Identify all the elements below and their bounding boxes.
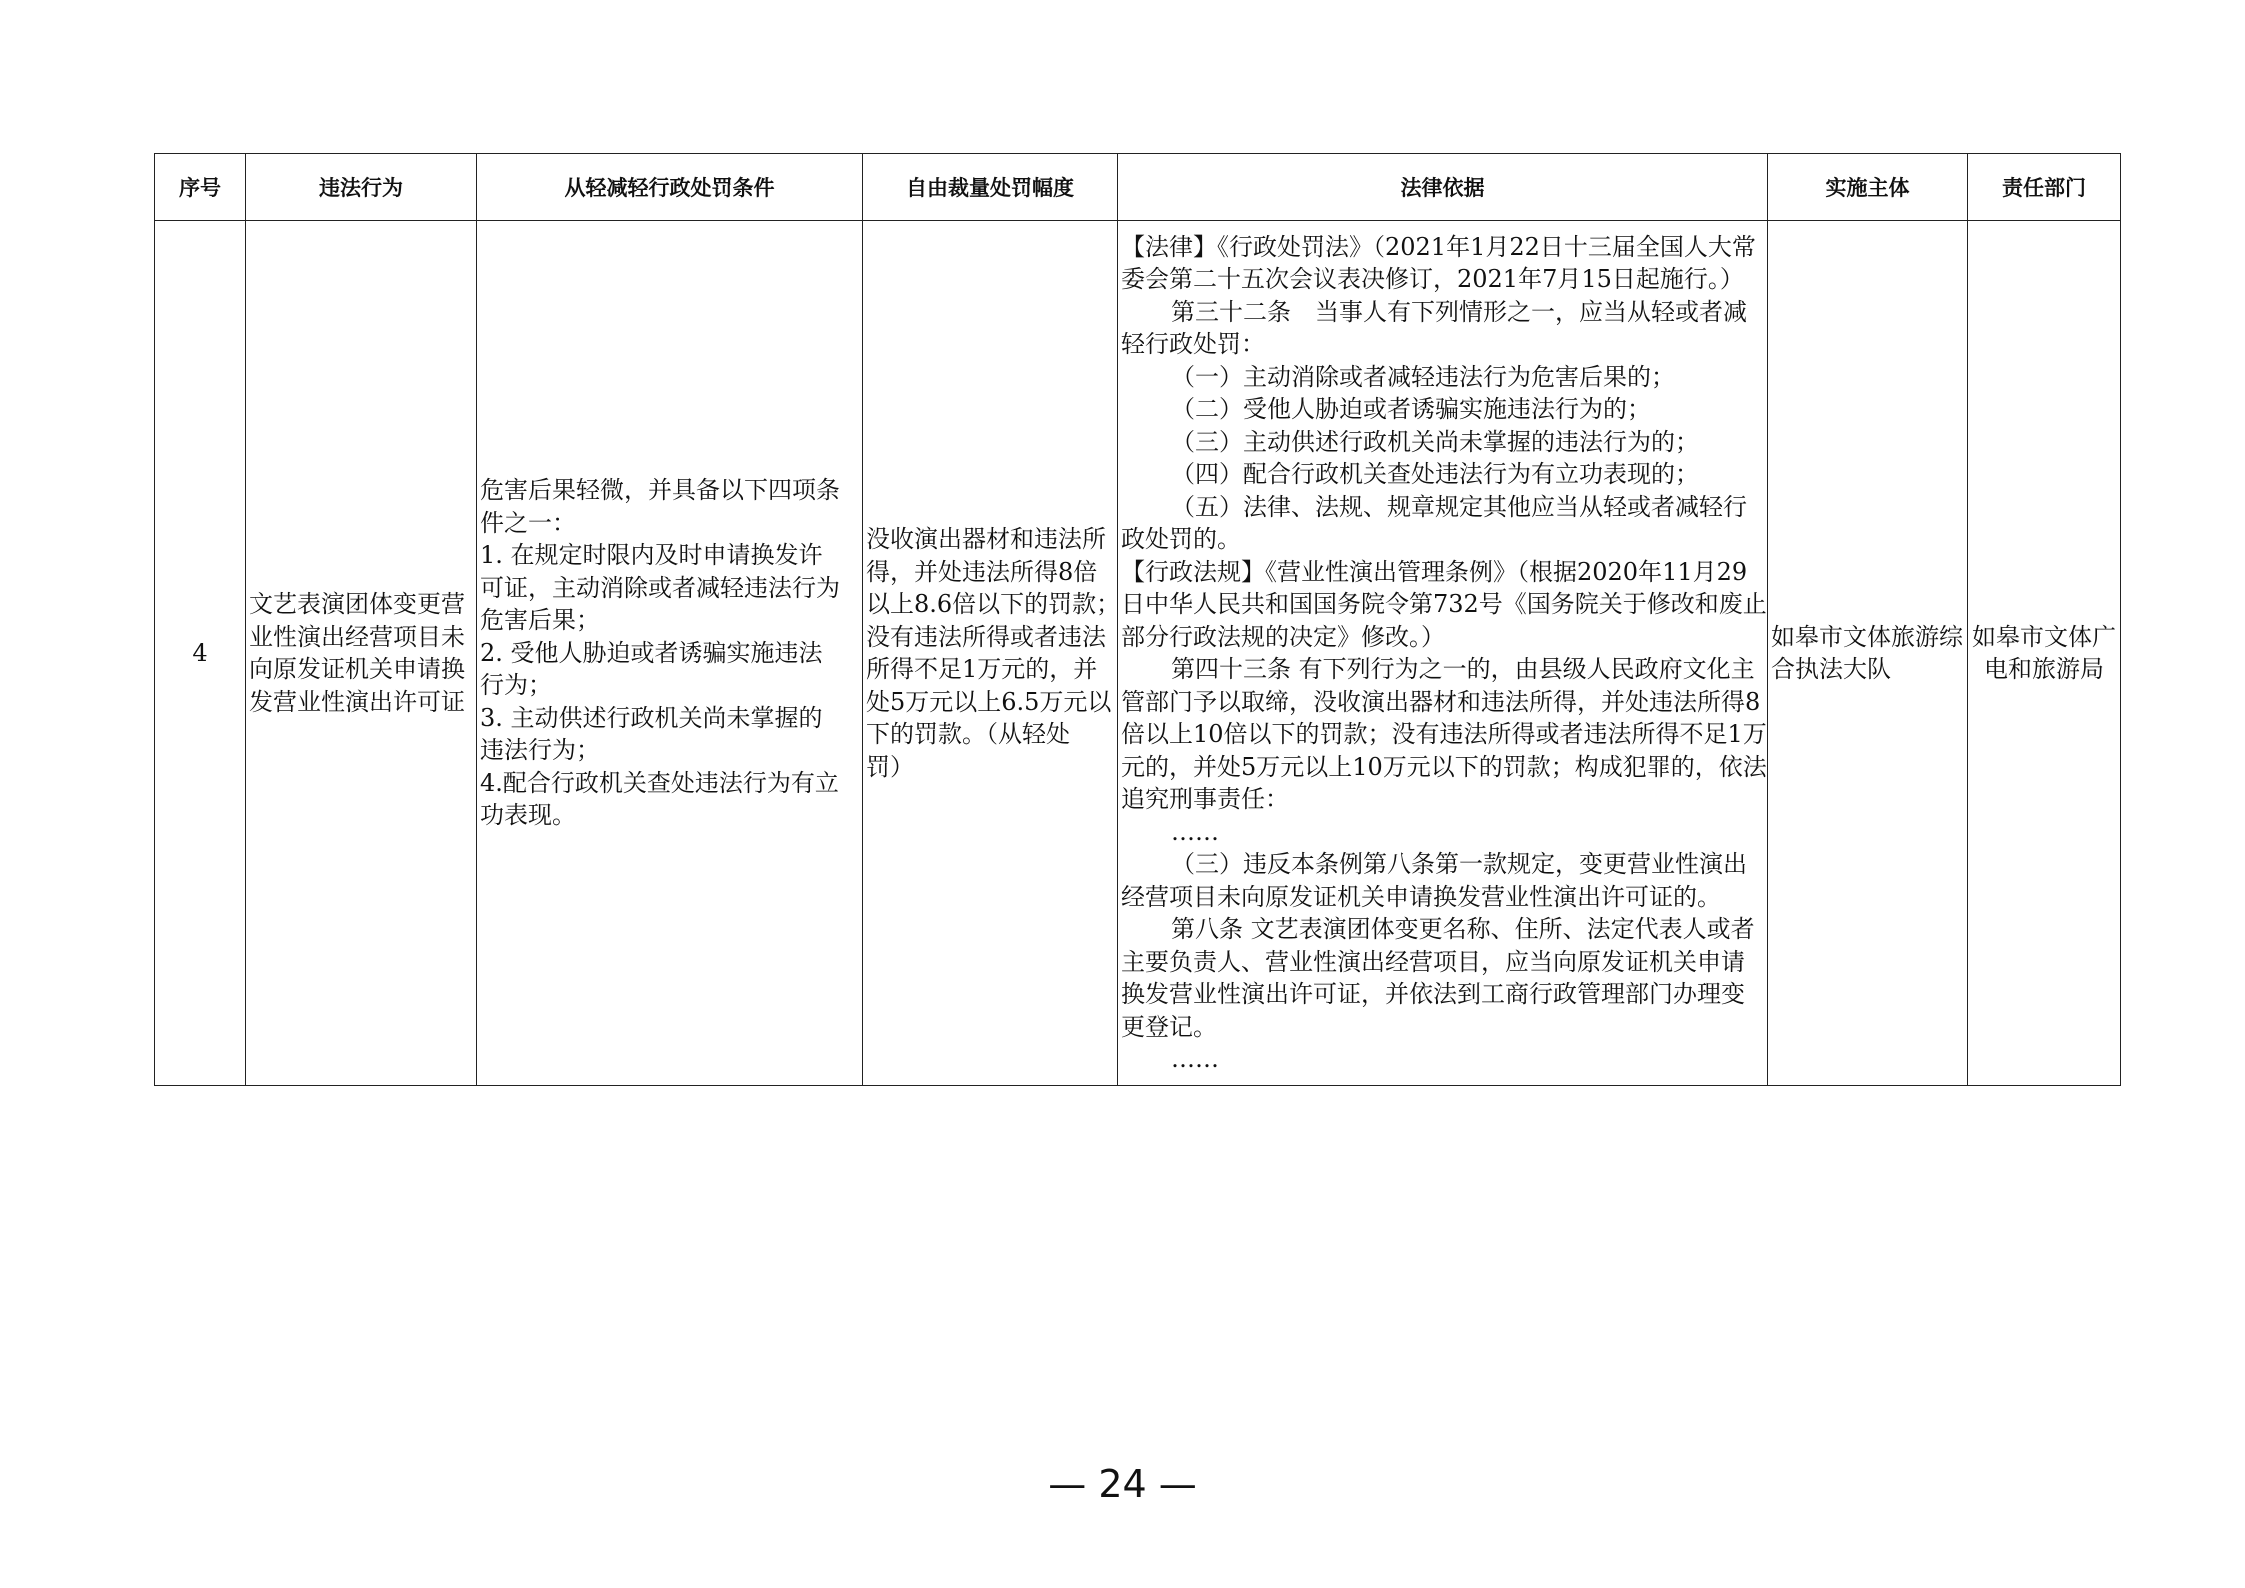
table-row — [155, 221, 2121, 1086]
text-line: 处5万元以上6.5万元以 — [866, 687, 1112, 716]
text-line: 委会第二十五次会议表决修订，2021年7月15日起施行。） — [1121, 265, 1744, 293]
text-line: 如皋市文体广 — [1972, 622, 2116, 651]
text-line: （一）主动消除或者减轻违法行为危害后果的； — [1171, 362, 1675, 391]
text-line: 【行政法规】《营业性演出管理条例》（根据2020年11月29 — [1121, 557, 1748, 586]
header-legal-basis: 法律依据 — [1118, 154, 1768, 221]
text-line: …… — [1171, 817, 1219, 846]
text-line: 功表现。 — [480, 801, 576, 830]
text-line: 合执法大队 — [1771, 655, 1891, 683]
text-line: 可证，主动消除或者减轻违法行为 — [480, 573, 840, 602]
cell-index: 4 — [155, 221, 246, 1086]
text-line: 所得不足1万元的，并 — [866, 655, 1098, 683]
text-line: 下的罚款。（从轻处 — [866, 720, 1070, 748]
cell-legal-basis — [1118, 221, 1768, 1086]
text-line: 业性演出经营项目未 — [249, 622, 465, 651]
text-line: 危害后果； — [480, 606, 600, 635]
header-conditions: 从轻减轻行政处罚条件 — [477, 154, 863, 221]
text-line: 电和旅游局 — [1984, 655, 2104, 683]
header-range: 自由裁量处罚幅度 — [863, 154, 1118, 221]
text-line: 3. 主动供述行政机关尚未掌握的 — [480, 703, 823, 732]
text-line: （四）配合行政机关查处违法行为有立功表现的； — [1171, 460, 1699, 488]
text-line: 得，并处违法所得8倍 — [866, 557, 1098, 586]
text-line: 【法律】《行政处罚法》（2021年1月22日十三届全国人大常 — [1121, 232, 1756, 261]
text-line: 日中华人民共和国国务院令第732号《国务院关于修改和废止 — [1121, 590, 1767, 618]
penalty-table — [154, 153, 2121, 1086]
text-line: 部分行政法规的决定》修改。） — [1121, 622, 1445, 651]
text-line: 倍以上10倍以下的罚款；没有违法所得或者违法所得不足1万 — [1121, 720, 1767, 748]
text-line: 换发营业性演出许可证，并依法到工商行政管理部门办理变 — [1121, 980, 1745, 1008]
text-line: 1. 在规定时限内及时申请换发许 — [480, 541, 823, 570]
text-line: 追究刑事责任： — [1121, 785, 1289, 813]
text-line: 文艺表演团体变更营 — [249, 590, 465, 618]
text-line: 政处罚的。 — [1121, 525, 1241, 553]
text-line: 以上8.6倍以下的罚款； — [866, 590, 1121, 618]
text-line: （三）主动供述行政机关尚未掌握的违法行为的； — [1171, 427, 1699, 456]
cell-range — [863, 221, 1121, 1086]
text-line: 4.配合行政机关查处违法行为有立 — [480, 768, 839, 797]
text-line: 危害后果轻微，并具备以下四项条 — [480, 476, 840, 505]
text-line: 没收演出器材和违法所 — [866, 525, 1106, 553]
text-line: 如皋市文体旅游综 — [1771, 622, 1963, 651]
header-violation: 违法行为 — [246, 154, 477, 221]
text-line: （二）受他人胁迫或者诱骗实施违法行为的； — [1171, 395, 1651, 423]
text-line: （五）法律、法规、规章规定其他应当从轻或者减轻行 — [1171, 492, 1747, 521]
cell-department — [1968, 221, 2121, 1086]
text-line: 向原发证机关申请换 — [249, 655, 465, 683]
header-row — [155, 154, 2121, 221]
text-line: 发营业性演出许可证 — [249, 687, 465, 716]
text-line: 罚） — [866, 752, 914, 781]
text-line: 没有违法所得或者违法 — [866, 622, 1106, 651]
text-line: 第八条 文艺表演团体变更名称、住所、法定代表人或者 — [1171, 915, 1755, 943]
text-line: 更登记。 — [1121, 1012, 1217, 1041]
text-line: 第三十二条 当事人有下列情形之一，应当从轻或者减 — [1171, 297, 1747, 326]
cell-conditions — [477, 221, 863, 1086]
text-line: 2. 受他人胁迫或者诱骗实施违法 — [480, 638, 823, 667]
text-line: 主要负责人、营业性演出经营项目，应当向原发证机关申请 — [1121, 947, 1745, 976]
text-line: 经营项目未向原发证机关申请换发营业性演出许可证的。 — [1121, 882, 1721, 911]
text-line: （三）违反本条例第八条第一款规定，变更营业性演出 — [1171, 850, 1747, 878]
text-line: 第四十三条 有下列行为之一的，由县级人民政府文化主 — [1171, 655, 1755, 683]
text-line: 违法行为； — [480, 736, 600, 765]
cell-agency — [1768, 221, 1968, 1086]
text-line: 元的，并处5万元以上10万元以下的罚款；构成犯罪的，依法 — [1121, 752, 1767, 781]
header-department: 责任部门 — [1968, 154, 2121, 221]
text-line: …… — [1171, 1045, 1219, 1073]
page-number: — 24 — — [1048, 1462, 1197, 1506]
header-index: 序号 — [155, 154, 246, 221]
cell-violation — [246, 221, 477, 1086]
header-agency: 实施主体 — [1768, 154, 1968, 221]
text-line: 件之一： — [480, 508, 576, 537]
text-line: 行为； — [480, 671, 552, 700]
text-line: 轻行政处罚： — [1121, 330, 1265, 358]
text-line: 管部门予以取缔，没收演出器材和违法所得，并处违法所得8 — [1121, 687, 1761, 716]
